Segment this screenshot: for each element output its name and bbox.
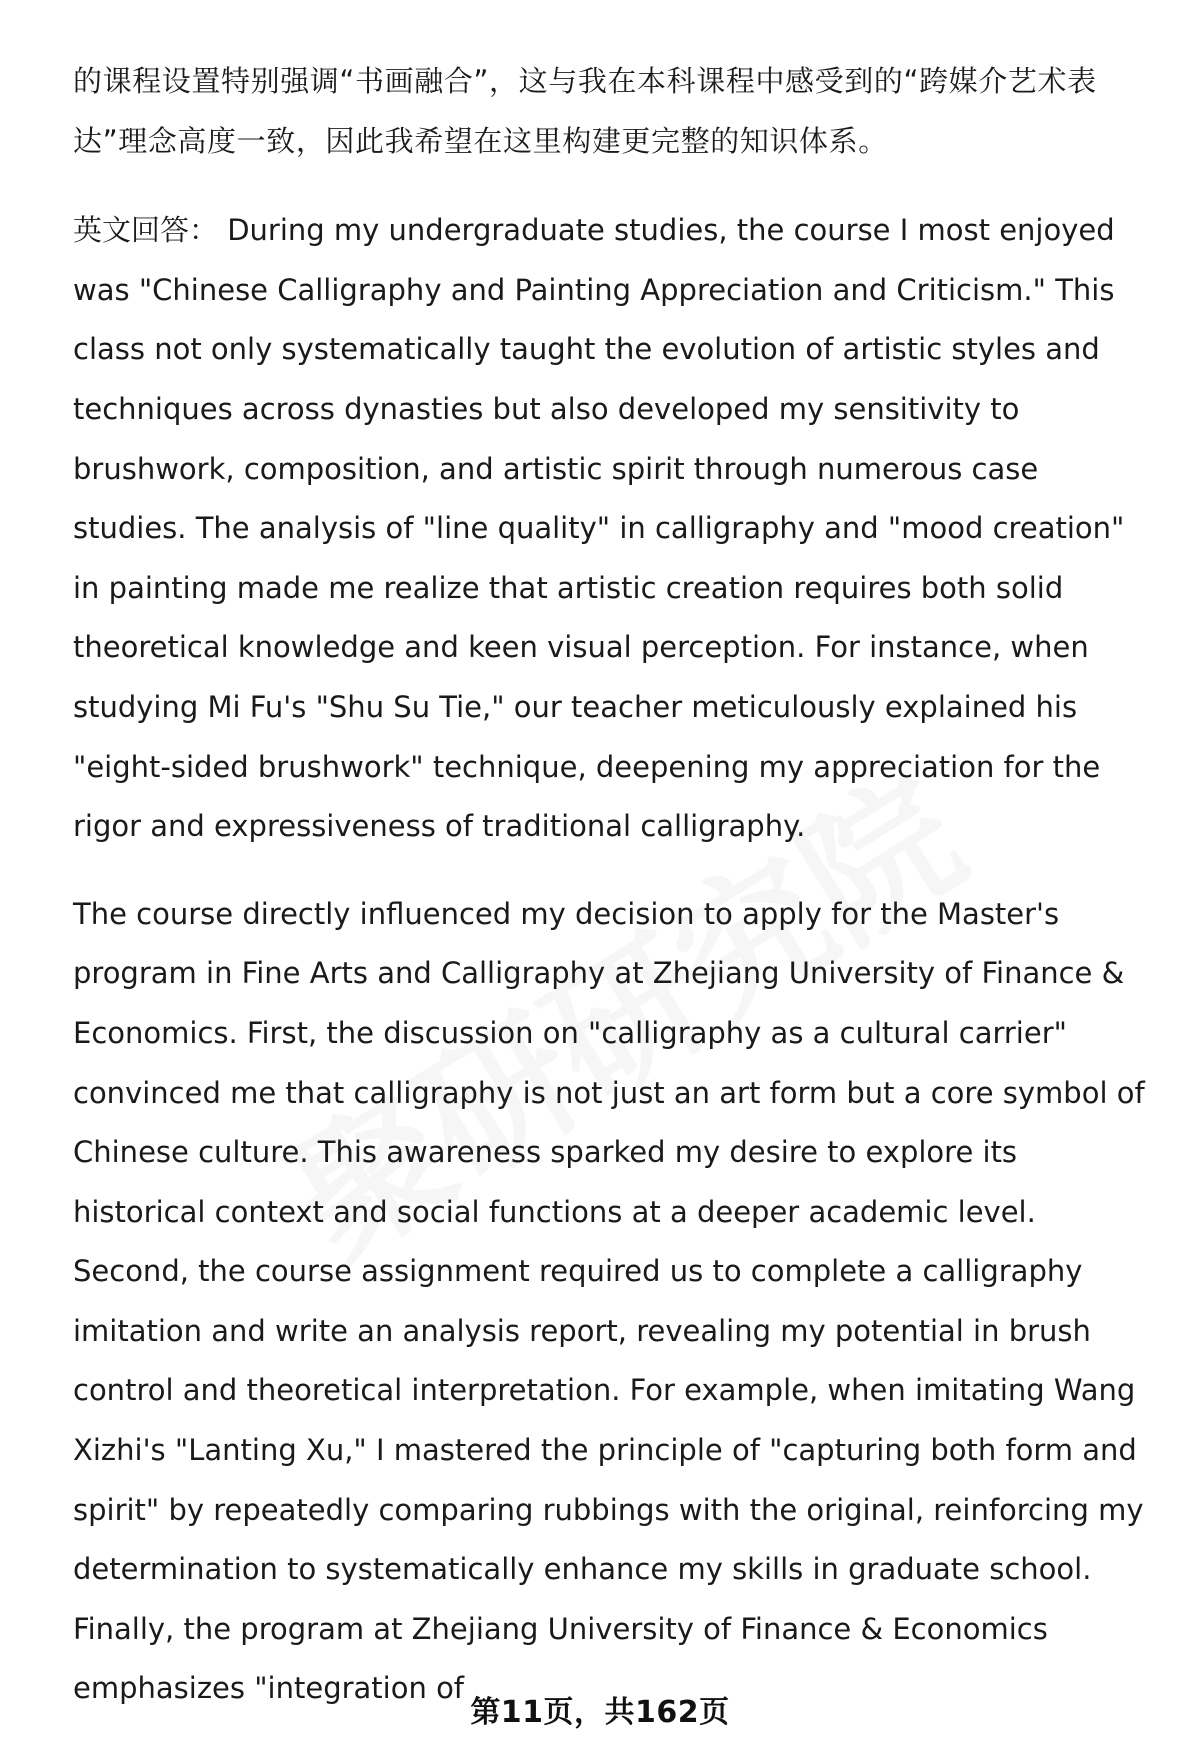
document-body: [73, 52, 1158, 1719]
paragraph-2: 英文回答： During my undergraduate studies, the course I most enjoyed was "Chinese Calligraphy and Painting Appreciation and Criticism." This class not only systematically taught the evolution of artistic styles and techniques across dynasties but also developed my sensitivity to brushwork, composition, and artistic spirit through numerous case studies. The analysis of "line quality" in calligraphy and "mood creation" in painting made me realize that artistic creation requires both solid theoretical knowledge and keen visual perception. For instance, when studying Mi Fu's "Shu Su Tie," our teacher meticulously explained his "eight-sided brushwork" technique, deepening my appreciation for the rigor and expressiveness of traditional calligraphy.: [73, 213, 1125, 844]
page-number: 第11页，共162页: [470, 1695, 730, 1730]
paragraph-1: 的课程设置特别强调“书画融合”，这与我在本科课程中感受到的“跨媒介艺术表达”理念高度一致，因此我希望在这里构建更完整的知识体系。: [73, 64, 1097, 158]
paragraph-3: The course directly influenced my decision to apply for the Master's program in Fine Arts and Calligraphy at Zhejiang University of Finance & Economics. First, the discussion on "calligraphy as a cultural carrier" convinced me that calligraphy is not just an art form but a core symbol of Chinese culture. This awareness sparked my desire to explore its historical context and social functions at a deeper academic level. Second, the course assignment required us to complete a calligraphy imitation and write an analysis report, revealing my potential in brush control and theoretical interpretation. For example, when imitating Wang Xizhi's "Lanting Xu," I mastered the principle of "capturing both form and spirit" by repeatedly comparing rubbings with the original, reinforcing my determination to systematically enhance my skills in graduate school. Finally, the program at Zhejiang University of Finance & Economics emphasizes "integration of: [73, 896, 1145, 1706]
